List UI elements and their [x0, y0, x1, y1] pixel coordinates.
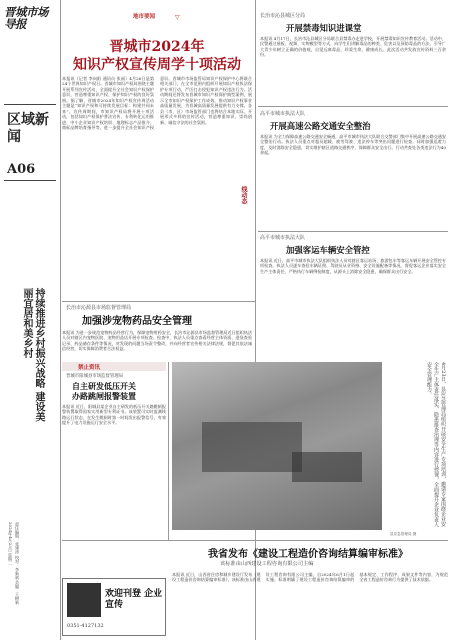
story-body: 本报讯 为进一步规范宠物药品经营行为，保障宠物用药安全，长治市沁源县市场监督管理局近日组织执法人员对辖区内宠物医院、宠物用品店开展专项检查。检查中，执法人员重点查看经营主体资质、进货查验记录、药品储存条件等情况，对发现的问题当场责令整改，并向经营者宣传相关法律法规，督促其依法诚信经营，切实保障消费者合法权益。	[62, 330, 252, 352]
divider	[4, 180, 56, 181]
story-title: 加强客运车辆安全管控	[286, 245, 370, 255]
divider	[258, 106, 448, 107]
slogan-block	[4, 280, 58, 430]
story-kicker: 高平市城市执法大队	[260, 111, 306, 117]
section-header-bar	[62, 362, 166, 371]
masthead-name: 晋城市场导报	[4, 5, 48, 31]
story-body: 本报讯 为全力保障高速公路交通安全畅通，高平市城市执法大队联合交警部门集中开展高速公路交通安全整治行动。执法人员重点对超员超载、疲劳驾驶、违法停车等突出问题进行检查，同时加强巡逻力度，及时消除安全隐患，切实维护辖区道路交通秩序，保障群众安全出行。行动共查处各类违法行为40余起。	[260, 134, 446, 156]
bottom-title: 我省发布《建设工程造价咨询结算编审标准》	[208, 549, 408, 560]
editor-line: 责任编辑：张建涛 校对：李新斌 美编：王树新	[15, 522, 20, 605]
story-title-line1: 自主研发低压开关	[72, 381, 136, 391]
news-photo	[172, 362, 382, 530]
page-number: A06	[7, 162, 36, 177]
slogan-text: 持续推进乡村振兴战略 建设美丽宜居和美乡村	[21, 288, 44, 422]
column-divider	[60, 0, 61, 640]
bottom-subtitle: 该标准由山西建设工程咨询有限公司主编	[220, 561, 314, 567]
date-line: 2024年4月23日 星期二	[8, 522, 13, 566]
story-body: 本报讯 4月17日，长治市沁县城区分局联合县禁毒办走进学校，开展禁毒知识宣传教育活动。活动中，民警通过展板、视频、实物模型等方式，向学生们讲解毒品的种类、危害以及预防毒品的方法，引导广大青少年树立正确的价值观，自觉远离毒品，珍爱生命，健康成长。此次活动共发放宣传资料三百余份。	[260, 36, 446, 58]
bottom-body: 本报讯 近日，山西省住房和城乡建设厅发布《建设工程造价咨询结算编审标准》，该标准由山西建设工程咨询有限公司主编，自2024年6月1日起实施。标准明确了建设工程造价咨询结算编审的基本规定、工作程序、成果文件等内容，为规范全省工程造价咨询行为提供了技术依据。	[172, 572, 448, 583]
divider	[258, 231, 448, 232]
story-title-line2: 办路跳闸报警装置	[72, 391, 136, 401]
qr-code	[67, 583, 101, 617]
story-title: 加强涉宠物药品安全管理	[82, 316, 192, 327]
ad-phone: 0351-4127132	[67, 623, 104, 629]
section-header: 地市要闻	[133, 14, 156, 20]
photo-section-label: 线动态	[240, 186, 247, 204]
column-divider	[168, 362, 169, 540]
main-title-line1: 晋城市2024年	[109, 39, 205, 55]
story-kicker: 长治市沁县城区分局	[260, 13, 306, 19]
story-kicker: 长治市沁源县市场监督管理局	[66, 305, 132, 311]
main-title-line2: 知识产权宣传周学十项活动	[73, 57, 241, 73]
story-kicker: 高平市城市执法大队	[260, 235, 306, 241]
story-title: 开展禁毒知识进课堂	[286, 23, 362, 33]
story-body: 本报讯 近日，高平市城市执法大队组织执法人员对辖区客运站场、旅游包车等客运车辆开展安全管控专项检查。执法人员逐车查验车辆证照、驾驶员从业资格、安全设施配备等情况，督促客运企业落实安全生产主体责任，严格执行车辆例检制度，从源头上消除安全隐患，确保群众出行安全。	[260, 258, 446, 274]
photo-figure	[202, 422, 302, 472]
ad-title: 欢迎刊登 企业宣传	[105, 589, 163, 610]
story-title: 开展高速公路交通安全整治	[270, 121, 371, 131]
masthead-logo	[4, 6, 56, 54]
story-body: 本报讯 近日，阳城县某企业自主研发的低压开关路跳闸报警装置取得国家实用新型专利证书。该装置可实时监测线路运行状态，在发生跳闸时第一时间发出报警信号，有效提升了电力设施运行安全水平。	[62, 404, 166, 426]
ad-box	[62, 578, 166, 636]
photo-caption: 县应急管理局 摄	[390, 532, 417, 536]
divider	[62, 301, 255, 302]
section-header: 禁止资讯	[78, 365, 101, 371]
divider	[4, 104, 56, 105]
triangle-icon: ▽	[175, 14, 180, 21]
main-story-body: 本报讯（记者 李向阳 通讯员 张丽）4月26日是第24个世界知识产权日。晋城市知识产权局围绕主题开展系列宣传活动，全面提升全社会知识产权保护意识，营造尊重知识产权、保护知识产权的良好氛围。据了解，晋城市2024年知识产权宣传周活动主题是“知识产权和可持续发展目标：构建共同未来”。宣传周期间，市知识产权局将开展十项活动，包括知识产权保护普法宣传、专利转化运用推进、中小企业知识产权培训、地理标志产品推介、商标品牌培育指导等，进一步提升全社会知识产权意识。晋城市市场监管局知识产权保护中心将联合相关部门，在全市范围内组织开展知识产权执法保护专项行动，严厉打击侵犯知识产权违法行为。活动期间还将发布晋城市知识产权保护典型案例，展示全市知识产权保护工作成效，推动知识产权事业高质量发展，为晋城高质量发展提供有力支撑。各县（市、区）市场监管部门也将结合本地实际，开展形式多样的宣传活动，营造尊重知识、崇尚创新、诚信守法的社会氛围。	[62, 76, 252, 131]
story-kicker: 晋城市阳城县市场监督管理局	[66, 374, 124, 379]
column-divider	[255, 0, 256, 640]
photo-figure	[292, 452, 362, 482]
edition-label: 区域新闻	[7, 112, 49, 145]
divider	[62, 540, 448, 541]
photo-text: 4月23日，县应急管理局组织开展安全生产专项培训，邀请专家围绕企业安全生产主体责任落实、隐患排查治理等内容进行授课，全面提升企业负责人安全管理能力。	[426, 362, 446, 527]
